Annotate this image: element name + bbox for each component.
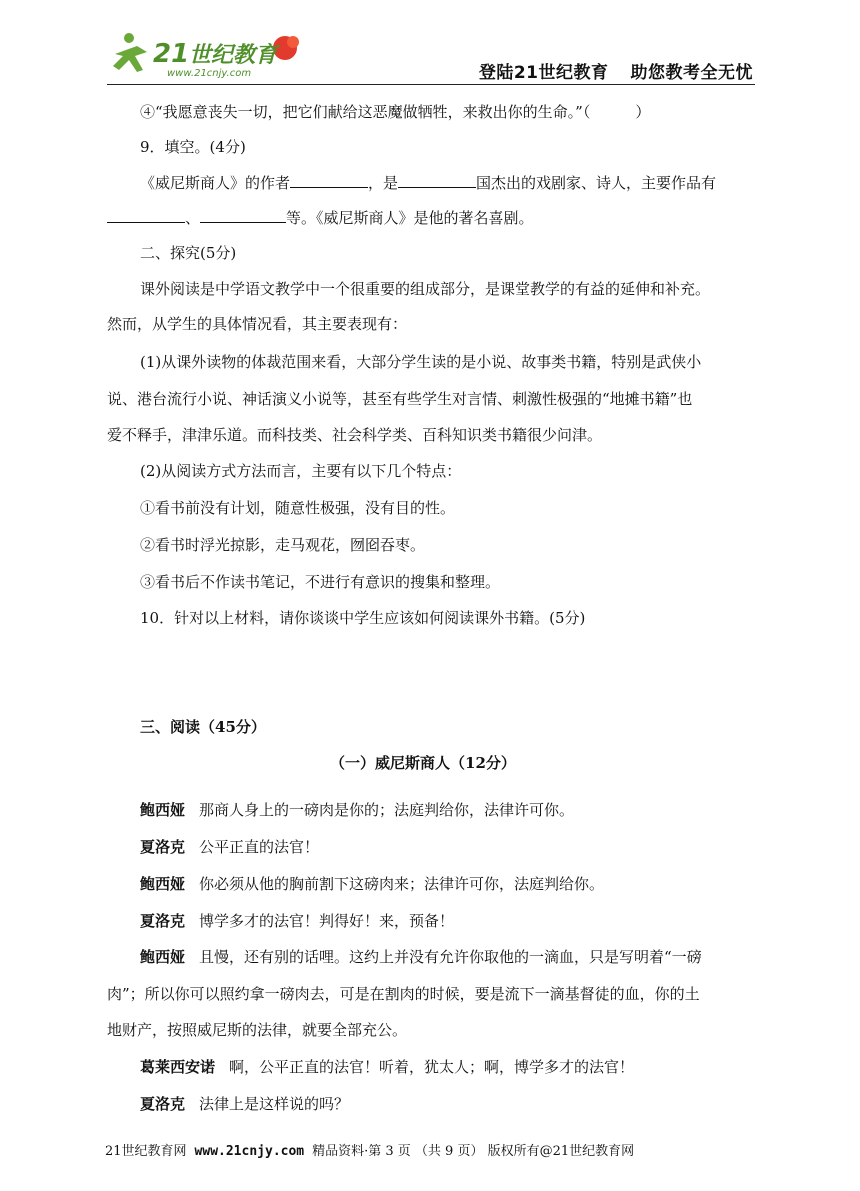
q8-item-4: ④“我愿意丧失一切，把它们献给这恶魔做牺牲，来救出你的生命。”（ ） [140, 103, 651, 121]
paragraph-line: 爱不释手，津津乐道。而科技类、社会科学类、百科知识类书籍很少问津。 [107, 426, 603, 444]
logo [107, 26, 307, 82]
q9-text-d: 、 [185, 209, 201, 227]
list-item: ③看书后不作读书笔记，不进行有意识的搜集和整理。 [140, 573, 501, 591]
q9-title: 9．填空。(4分) [140, 138, 246, 156]
q9-text-b: ，是 [368, 174, 399, 192]
dialogue-line [140, 910, 454, 931]
dialogue-line [140, 1056, 634, 1077]
dialogue-line [140, 873, 604, 894]
dialogue-line [140, 1093, 349, 1114]
speech: 啊，公平正直的法官！听着，犹太人；啊，博学多才的法官！ [229, 1058, 635, 1076]
speech: 那商人身上的一磅肉是你的；法庭判给你，法律许可你。 [199, 801, 575, 819]
speaker: 鲍西娅 [140, 801, 186, 819]
speaker: 夏洛克 [140, 912, 186, 930]
speaker: 鲍西娅 [140, 948, 186, 966]
paragraph-line: (2)从阅读方式方法而言，主要有以下几个特点： [140, 462, 462, 480]
q9-line-2 [107, 207, 534, 228]
answer-blank[interactable] [200, 208, 286, 223]
dialogue-line [140, 946, 702, 967]
answer-blank[interactable] [290, 173, 368, 188]
slogan-right: 助您教考全无忧 [630, 63, 753, 83]
speaker: 葛莱西安诺 [140, 1058, 216, 1076]
paragraph-line: 说、港台流行小说、神话演义小说等，甚至有些学生对言情、刺激性极强的“地摊书籍”也 [107, 390, 693, 408]
speaker: 鲍西娅 [140, 875, 186, 893]
page-footer [105, 1140, 765, 1159]
speech: 公平正直的法官！ [199, 838, 320, 856]
page-header [107, 26, 755, 85]
svg-text:世纪教育: 世纪教育 [189, 43, 278, 68]
q9-text-e: 等。《威尼斯商人》是他的著名喜剧。 [286, 209, 534, 227]
section-3-title: 三、阅读（45分） [140, 718, 266, 736]
answer-blank[interactable] [398, 173, 476, 188]
speaker: 夏洛克 [140, 838, 186, 856]
paragraph-line: 然而，从学生的具体情况看，其主要表现有： [107, 315, 408, 333]
footer-page-info: 精品资料·第 3 页 （共 9 页） 版权所有@21世纪教育网 [312, 1144, 635, 1159]
section-2-title: 二、探究(5分) [140, 244, 237, 262]
footer-site: 21世纪教育网 [105, 1144, 187, 1159]
speech: 且慢，还有别的话哩。这约上并没有允许你取他的一滴血，只是写明着“一磅 [199, 948, 702, 966]
dialogue-continuation: 肉”；所以你可以照约拿一磅肉去，可是在割肉的时候，要是流下一滴基督徒的血，你的土 [107, 985, 700, 1003]
paragraph-line: (1)从课外读物的体裁范围来看，大部分学生读的是小说、故事类书籍，特别是武侠小 [140, 353, 702, 371]
logo-icon [107, 26, 307, 82]
q9-text-a: 《威尼斯商人》的作者 [140, 174, 291, 192]
dialogue-line [140, 799, 574, 820]
answer-blank[interactable] [107, 208, 185, 223]
paragraph-line: 课外阅读是中学语文教学中一个很重要的组成部分，是课堂教学的有益的延伸和补充。 [140, 280, 711, 298]
q9-line-1 [140, 172, 716, 193]
speech: 你必须从他的胸前割下这磅肉来；法律许可你，法庭判给你。 [199, 875, 605, 893]
speech: 法律上是这样说的吗？ [199, 1095, 350, 1113]
svg-text:21: 21 [153, 39, 190, 69]
slogan-left: 登陆21世纪教育 [478, 63, 609, 83]
speaker: 夏洛克 [140, 1095, 186, 1113]
list-item: ②看书时浮光掠影，走马观花，囫囵吞枣。 [140, 536, 426, 554]
list-item: ①看书前没有计划，随意性极强，没有目的性。 [140, 499, 456, 517]
dialogue-line [140, 836, 319, 857]
footer-url[interactable]: www.21cnjy.com [194, 1144, 305, 1159]
subsection-title: （一）威尼斯商人（12分） [330, 754, 516, 772]
q9-text-c: 国杰出的戏剧家、诗人，主要作品有 [476, 174, 717, 192]
svg-text:www.21cnjy.com: www.21cnjy.com [167, 68, 252, 79]
header-slogan [479, 58, 753, 83]
speech: 博学多才的法官！判得好！来，预备！ [199, 912, 455, 930]
q10-text: 10．针对以上材料，请你谈谈中学生应该如何阅读课外书籍。(5分) [140, 609, 586, 627]
dialogue-continuation: 地财产，按照威尼斯的法律，就要全部充公。 [107, 1021, 408, 1039]
